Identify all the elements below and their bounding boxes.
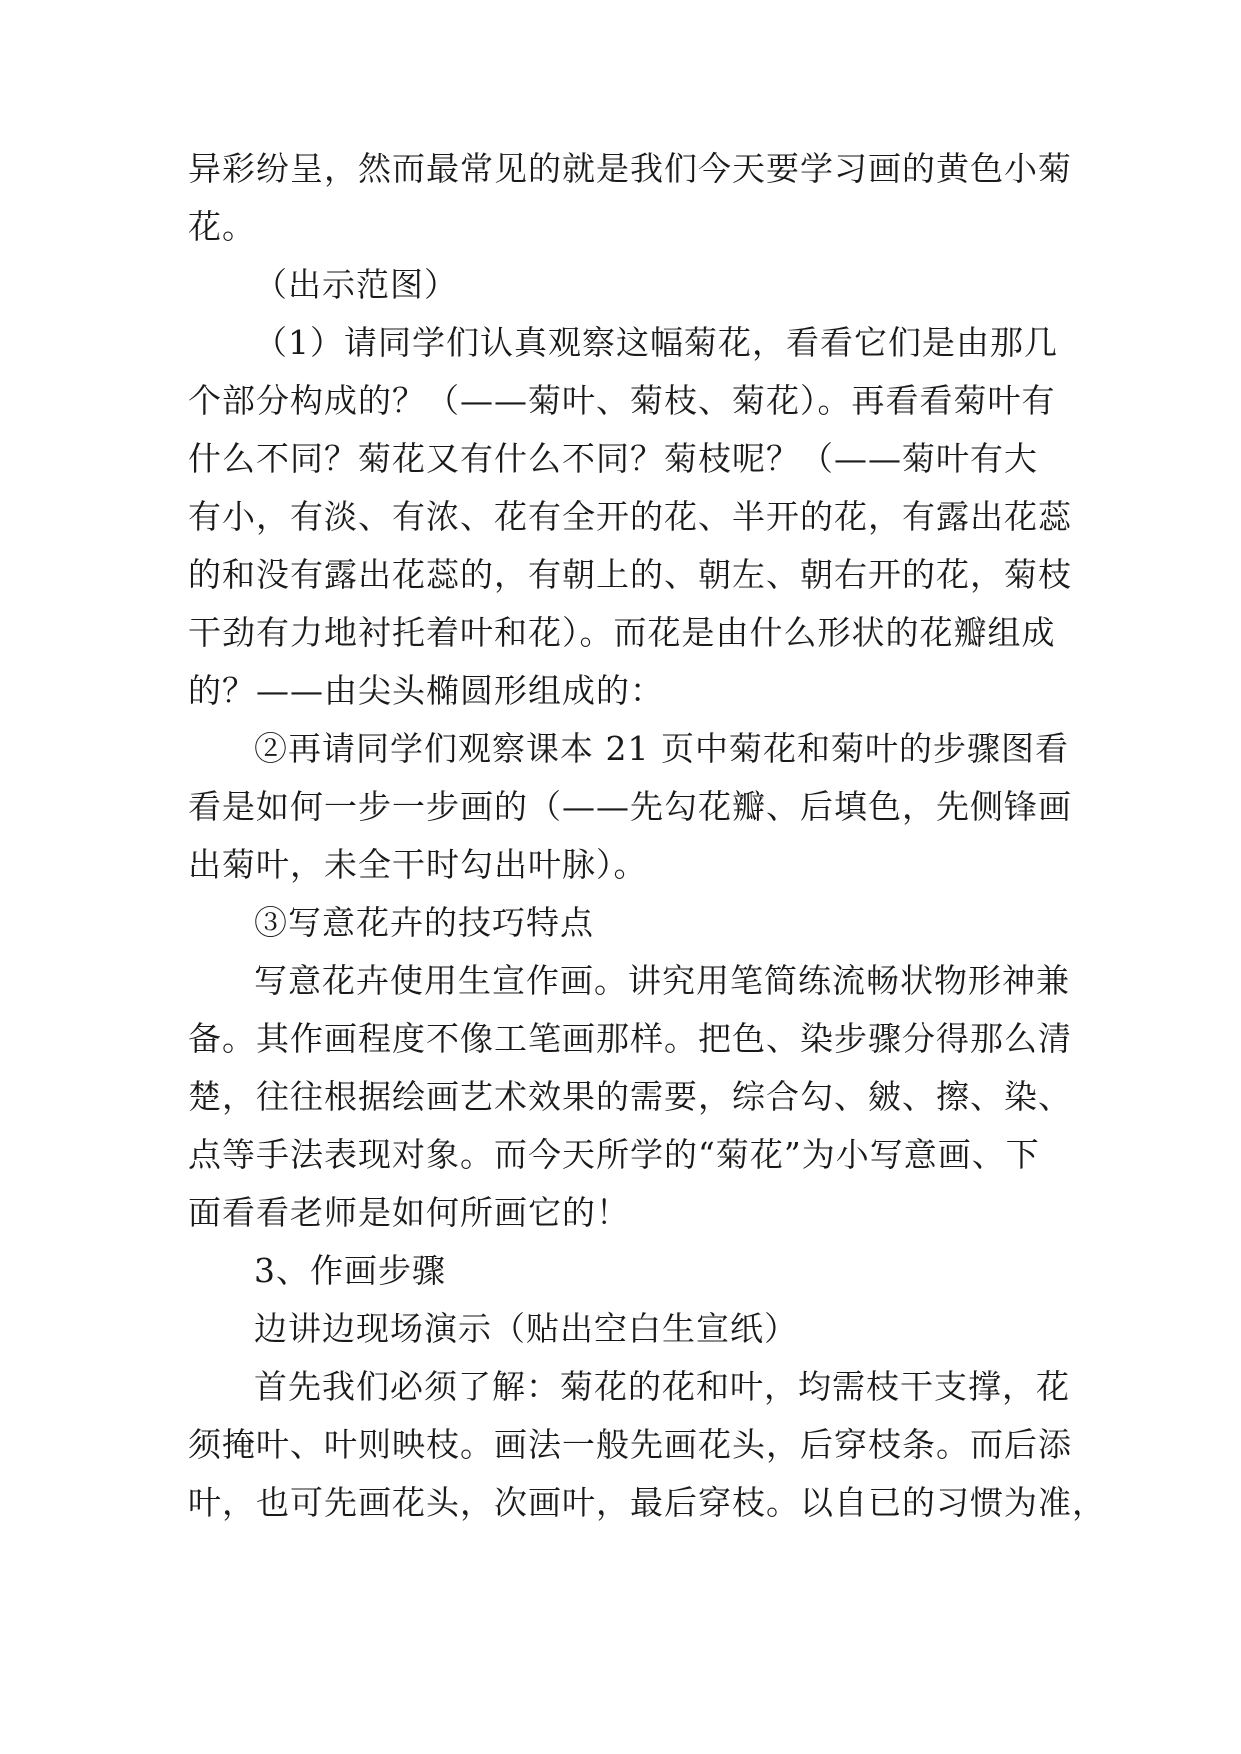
text-line: 点等手法表现对象。而今天所学的“菊花”为小写意画、下 xyxy=(188,1135,1040,1174)
text-line: 花。 xyxy=(188,207,256,246)
text-line: 须掩叶、叶则映枝。画法一般先画花头，后穿枝条。而后添 xyxy=(188,1425,1072,1464)
text-line: 3、作画步骤 xyxy=(254,1251,446,1290)
text-line: 楚，往往根据绘画艺术效果的需要，综合勾、皴、擦、染、 xyxy=(188,1077,1072,1116)
text-line: 有小，有淡、有浓、花有全开的花、半开的花，有露出花蕊 xyxy=(188,497,1072,536)
text-line: 写意花卉使用生宣作画。讲究用笔简练流畅状物形神兼 xyxy=(254,961,1070,1000)
text-line: 异彩纷呈，然而最常见的就是我们今天要学习画的黄色小菊 xyxy=(188,149,1072,188)
text-line: 边讲边现场演示（贴出空白生宣纸） xyxy=(254,1309,798,1348)
text-line: 个部分构成的？（——菊叶、菊枝、菊花）。再看看菊叶有 xyxy=(188,381,1056,420)
text-line: 首先我们必须了解：菊花的花和叶，均需枝干支撑，花 xyxy=(254,1367,1070,1406)
text-line: （1）请同学们认真观察这幅菊花，看看它们是由那几 xyxy=(254,323,1058,362)
text-line: 什么不同？菊花又有什么不同？菊枝呢？（——菊叶有大 xyxy=(188,439,1038,478)
text-line: 备。其作画程度不像工笔画那样。把色、染步骤分得那么清 xyxy=(188,1019,1072,1058)
text-line: 干劲有力地衬托着叶和花）。而花是由什么形状的花瓣组成 xyxy=(188,613,1056,652)
text-line: 看是如何一步一步画的（——先勾花瓣、后填色，先侧锋画 xyxy=(188,787,1072,826)
text-line: 的？——由尖头椭圆形组成的： xyxy=(188,671,664,710)
text-line: ③写意花卉的技巧特点 xyxy=(254,903,594,942)
text-line: 叶，也可先画花头，次画叶，最后穿枝。以自已的习惯为准， xyxy=(188,1483,1106,1522)
text-line: 面看看老师是如何所画它的！ xyxy=(188,1193,630,1232)
text-line: 的和没有露出花蕊的，有朝上的、朝左、朝右开的花，菊枝 xyxy=(188,555,1072,594)
text-line: 出菊叶，未全干时勾出叶脉）。 xyxy=(188,845,648,884)
text-line: （出示范图） xyxy=(254,265,458,304)
text-line: ②再请同学们观察课本 21 页中菊花和菊叶的步骤图看 xyxy=(254,729,1069,768)
